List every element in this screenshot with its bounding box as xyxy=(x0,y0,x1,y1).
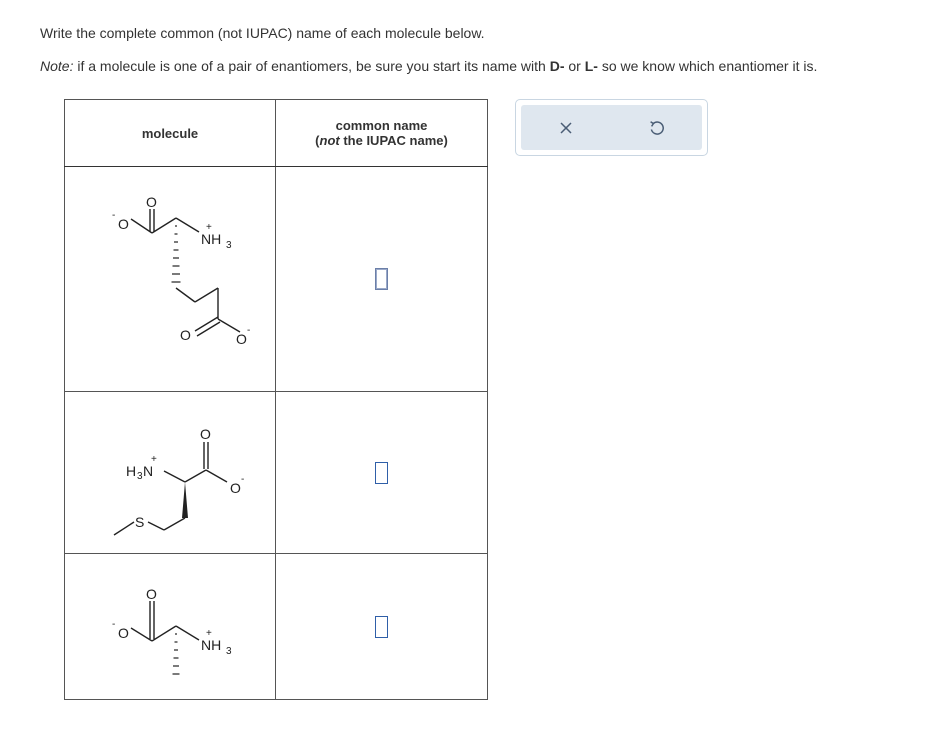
bond xyxy=(152,626,176,641)
header-paren: ( xyxy=(315,133,320,148)
clear-button[interactable] xyxy=(546,110,586,146)
wedge-bond xyxy=(182,482,188,518)
atom-oxygen: O xyxy=(230,479,241,496)
atom-oxygen: O xyxy=(118,624,129,641)
bond xyxy=(164,471,185,482)
answer-cell-2 xyxy=(276,392,488,554)
atom-oxygen: O xyxy=(146,585,157,602)
note-l-prefix: L- xyxy=(584,58,598,74)
charge-label: + xyxy=(206,222,212,233)
bond xyxy=(148,522,164,530)
note-text xyxy=(40,58,817,74)
answer-input-1[interactable] xyxy=(375,268,388,290)
atom-oxygen: O xyxy=(236,331,247,347)
molecule-cell-3 xyxy=(65,554,276,700)
molecule-cell-2 xyxy=(65,392,276,554)
undo-button[interactable] xyxy=(637,110,677,146)
molecule-structure-1 xyxy=(80,174,260,384)
note-part2: so we know which enantiomer it is. xyxy=(597,58,818,74)
answer-input-2[interactable] xyxy=(375,462,388,484)
atom-oxygen: O xyxy=(200,425,211,442)
subscript-label: 3 xyxy=(226,240,232,251)
bond xyxy=(195,288,218,302)
hashed-wedge-bond xyxy=(172,226,181,282)
hashed-wedge-bond xyxy=(173,634,180,674)
atom-nitrogen: NH xyxy=(201,636,222,653)
answer-cell-1 xyxy=(276,167,488,392)
close-icon xyxy=(559,121,573,135)
answer-toolbar xyxy=(515,99,708,156)
bond xyxy=(197,322,220,336)
atom-oxygen: O xyxy=(146,194,157,210)
bond xyxy=(176,288,195,302)
atom-nitrogen: NH xyxy=(201,231,222,247)
molecule-structure-3 xyxy=(80,562,260,692)
header-common-name-title: common name xyxy=(335,118,428,133)
header-molecule: molecule xyxy=(65,100,276,167)
charge-label: - xyxy=(247,325,251,336)
header-common-name xyxy=(276,100,488,167)
molecule-cell-1 xyxy=(65,167,276,392)
undo-icon xyxy=(648,119,666,137)
toolbar-inner xyxy=(521,105,702,150)
bond xyxy=(114,522,134,535)
atom-oxygen: O xyxy=(180,327,191,343)
bond xyxy=(195,317,218,331)
atom-oxygen: O xyxy=(118,216,129,232)
bond xyxy=(206,470,227,482)
bond xyxy=(131,219,152,233)
header-iupac-rest: the IUPAC name) xyxy=(339,133,448,148)
bond xyxy=(176,626,199,640)
note-d-prefix: D- xyxy=(549,58,565,74)
subscript-label: 3 xyxy=(226,645,232,657)
header-not: not xyxy=(319,133,340,148)
note-or: or xyxy=(564,58,585,74)
atom-nitrogen: N xyxy=(143,462,154,479)
subscript-label: 3 xyxy=(137,470,143,482)
charge-label: + xyxy=(151,453,157,465)
molecule-structure-2 xyxy=(70,398,270,548)
atom-hydrogen: H xyxy=(126,462,137,479)
answer-cell-3 xyxy=(276,554,488,700)
atom-sulfur: S xyxy=(135,513,145,530)
bond xyxy=(152,218,176,233)
note-label: Note: xyxy=(40,58,74,74)
bond xyxy=(164,518,185,530)
molecule-table xyxy=(64,99,488,700)
header-common-name-subtitle xyxy=(276,133,487,148)
charge-label: - xyxy=(112,210,116,221)
bond xyxy=(185,470,206,482)
charge-label: + xyxy=(206,627,212,639)
charge-label: - xyxy=(112,618,116,630)
charge-label: - xyxy=(241,473,245,485)
instruction-text: Write the complete common (not IUPAC) name of each molecule below. xyxy=(40,25,485,41)
note-part1: if a molecule is one of a pair of enantiomers, be sure you start its name with xyxy=(73,58,550,74)
bond xyxy=(176,218,199,232)
bond xyxy=(131,628,152,641)
answer-input-3[interactable] xyxy=(375,616,388,638)
